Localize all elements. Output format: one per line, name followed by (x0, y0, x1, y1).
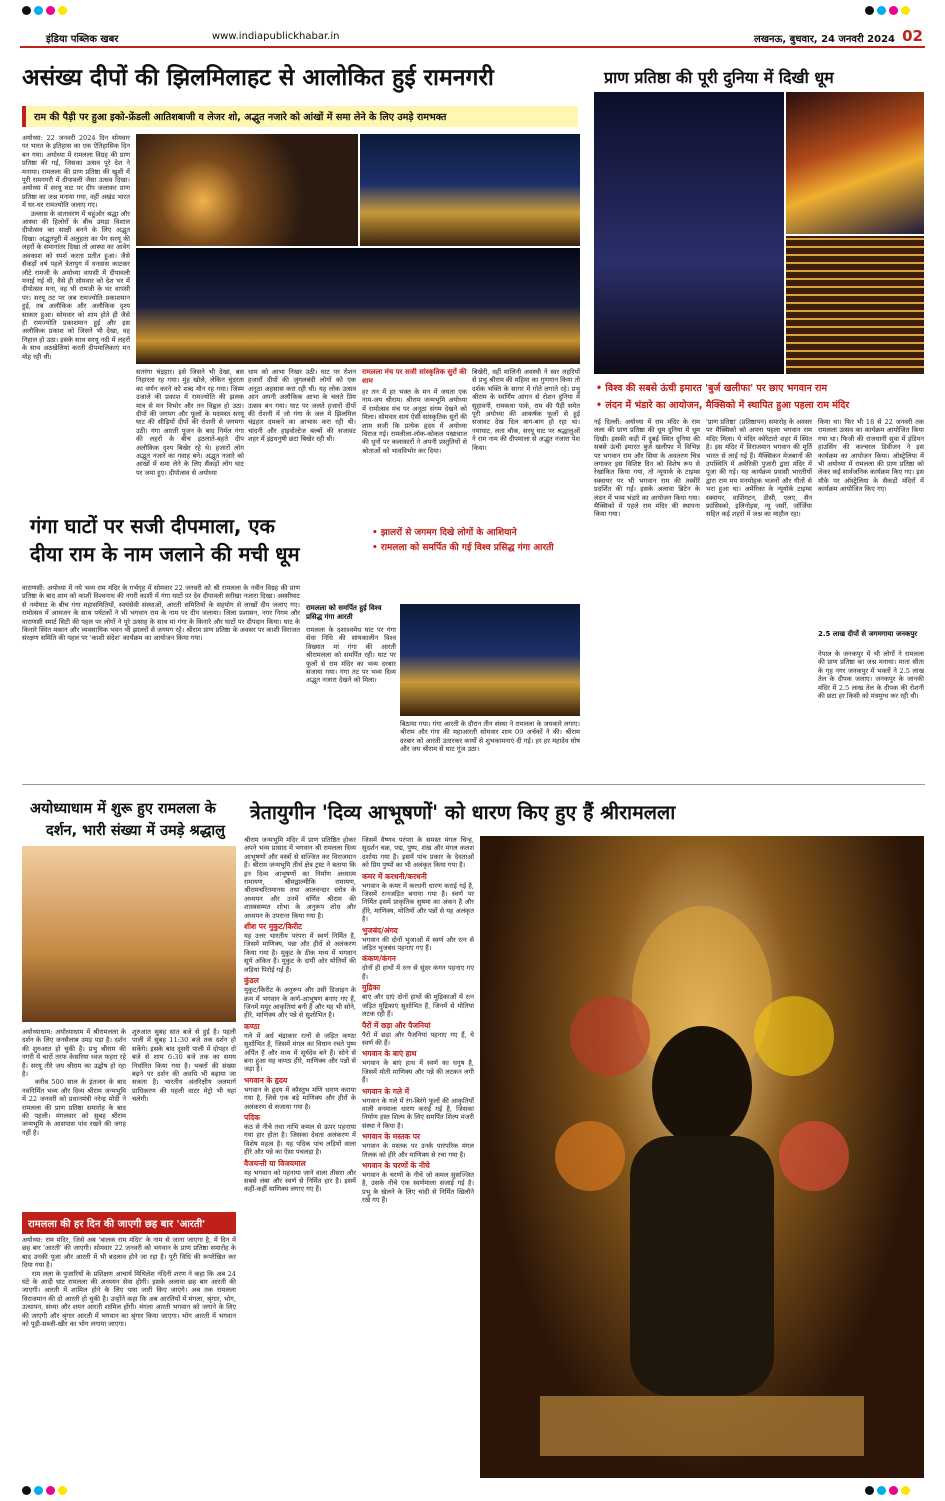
story6-sub-vaijayanti: वैजयन्ती या विजयमाल (244, 1158, 306, 1168)
story6-col2 (362, 836, 477, 1476)
story6-sub-bhujband: भुजबंद/अंगद (362, 925, 398, 935)
story6-headline: त्रेतायुगीन 'दिव्य आभूषणों' को धारण किए हुए हैं श्रीरामलला (250, 801, 676, 824)
story5-headline: रामलला की हर दिन की जाएगी छह बार 'आरती' (22, 1212, 236, 1234)
story6-sub-kardhani: कमर में करधनी/करधनी (362, 871, 427, 881)
masthead-brand: इंडिया पब्लिक खबर (46, 34, 119, 45)
story6-col2-paijaniya: पैरों में छड़ा और पैजनियां पहनाए गए हैं, ये स्वर्ण की हैं। (362, 1030, 477, 1047)
story4-headline-line2: दर्शन, भारी संख्या में उमड़े श्रद्धालु (46, 823, 225, 839)
ganga-aarti-photo (400, 604, 580, 716)
story2-col3: किया था। फिर भी 18 से 22 जनवरी तक रामलला उत्सव का कार्यक्रम आयोजित किया गया था। फिजी की राजधानी सुवा में इंडियन हाउसिंग की कल्चरल डिवीजन ने इस कार्यक्रम का आयोजन किया। ऑस्ट्रेलिया में भी अयोध्या में रामलला की प्राण प्रतिष्ठा को लेकर कई सार्वजनिक कार्यक्रम किए गए। इस मौके पर ऑस्ट्रेलिया के सैकड़ों मंदिरों में कार्यक्रम आयोजित किए गए। (818, 418, 927, 494)
story6-col1-intro: श्रीराम जन्मभूमि मंदिर में प्राण प्रतिष्ठित होकर अपने भव्य प्रासाद में भगवान श्री रामलला दिव्य आभूषणों और वस्त्रों से सज्जित कर विराजमान हैं। श्रीराम जन्मभूमि तीर्थ क्षेत्र ट्रस्ट ने बताया कि इन दिव्य आभूषणों का निर्माण अध्यात्म रामायण, श्रीमद्वाल्मीकि रामायण, श्रीरामचरितमानस तथा आलवन्दार स्तोत्र के अध्ययन और उनमें वर्णित श्रीराम की शास्त्रसम्मत शोभा के अनुरूप शोध और अध्ययन के उपरान्त किया गया है। (244, 836, 359, 920)
sarayu-laser-photo (360, 134, 580, 246)
story3-caption: रामलला को समर्पित हुई विश्व प्रसिद्ध गंगा आरती (306, 604, 382, 621)
story6-sub-kangan: कंकण/कंगन (362, 954, 396, 964)
story3-headline-line2: दीया राम के नाम जलाने की मची धूम (30, 542, 300, 566)
story1-col3: धाम को आभा निखर उठी। घाट पर रोशन हजारों दीपों की जुगलबंदी लोगों को एक अनूठा अहसास करा रही थी। यह लोक उत्सव आन अपनी अलौकिक आभा के चलते प्रिय उत्सव बन गया। घाट पर जलते हजारों दीपों की रोशनी में जो गंगा के जल में झिलमिल चंद्रहार दमकने का आभास करा रही थी। चांदनी और हाइवोल्टेज बल्बों की सजावट शहर में इंद्रधनुषी छटा बिखेर रही थी। (248, 368, 359, 444)
story6-col1-padik: कंठ से नीचे तथा नाभि कमल से ऊपर पहनाया गया हार होता है। जिसका देवता अलंकरण में विशेष महत्व है। यह पदिक पांच लड़ियों वाला हीरे और पन्ने का ऐसा पंचलड़ा है। (244, 1122, 359, 1157)
ramlalla-idol-photo (480, 836, 924, 1478)
story6-sub-kantha: कण्ठा (244, 1021, 260, 1031)
diya-grid-photo (786, 236, 924, 374)
burj-khalifa-photo (594, 92, 784, 374)
story6-col2-bhujband: भगवान की दोनों भुजाओं में स्वर्ण और रत्न से जड़ित भुजबंध पहनाए गए हैं। (362, 935, 477, 953)
story6-col1-kantha: गले में अर्ध चंद्राकार रत्नों से जड़ित कण्ठा सुशोभित है, जिसमें मंगल का विधान रचते पुष्प अर्पित हैं और मध्य में सूर्यदेव बने हैं। सोने से बना हुआ यह कण्ठा हीरे, माणिक्य और पन्नों से जड़ा है। (244, 1031, 359, 1074)
story6-col2-forehead: भगवान के मस्तक पर उनके पारंपरिक मंगल तिलक को हीरे और माणिक्य से रचा गया है। (362, 1142, 477, 1159)
story6-sub-forehead: भगवान के मस्तक पर (362, 1132, 421, 1142)
registration-dots-bottom-left (22, 1486, 67, 1495)
story6-col1-vaijayanti: यह भगवान को पहनाया जाने वाला तीसरा और सबसे लंबा और स्वर्ण से निर्मित हार है। इसमें कहीं-कहीं माणिक्य लगाए गए हैं। (244, 1168, 359, 1194)
story6-col2-mudrika: बाएं और दाएं दोनों हाथों की मुद्रिकाओं में रत्न जड़ित मुद्रिकाएं सुशोभित हैं, जिनमें से मोतियां लटक रही हैं। (362, 993, 477, 1019)
story3-caption-text: रामलला के दशाश्वमेध घाट पर गंगा सेवा निधि की सांयकालीन विश्व विख्यात मां गंगा की आरती श्रीरामलला को समर्पित रही। घाट पर फूलों से राम मंदिर का भव्य दरबार सजाया गया। गंगा तट पर भव्य दिव्य अद्भुत नजारा देखने को मिला। (306, 626, 399, 685)
story6-col2-feet: भगवान के चरणों के नीचे जो कमल सुसज्जित है, उसके नीचे एक स्वर्णमाला सजाई गई है। प्रभु के खेलने के लिए चांदी से निर्मित खिलौने रखे गए हैं। (362, 1170, 477, 1205)
story2-col3b: नेपाल के जनकपुर में भी लोगों ने रामलला की प्राण प्रतिष्ठा का जश्न मनाया। माता सीता के गृह नगर जनकपुर में भक्तों ने 2.5 लाख तेल के दीपक जलाए। जनकपुर के जानकी मंदिर में 2.5 लाख तेल के दीपक की रोशनी की छटा हर किसी को मंत्रमुग्ध कर रही थी। (818, 650, 927, 701)
story3-headline-line1: गंगा घाटों पर सजी दीपमाला, एक (30, 514, 275, 538)
story1-col4: बिखेरी, वहीं मालिनी अवस्थी ने स्वर लहरियों से प्रभु श्रीराम की महिमा का गुणगान किया तो दर्शक भक्ति के सागर में गोते लगाते रहे। प्रभु श्रीराम के स्वर्णिम आंगन से रोशन दुनिया में सुहावनी, रामकथा पार्क, राम की पैड़ी समेत पूरी अयोध्या की आकर्षक फूलों से हुई सजावट देख दिल बाग-बाग हो रहा था। नयाघाट, लता चौक, सरयू घाट पर श्रद्धालुओं ने राम नाम की दीपमाला से अद्भुत नजारा पेश किया। (472, 368, 583, 452)
story2-headline: प्राण प्रतिष्ठा की पूरी दुनिया में दिखी धूम (604, 68, 834, 87)
masthead (20, 26, 925, 48)
story6-sub-heart: भगवान के हृदय (244, 1075, 288, 1085)
story3-bullets (372, 526, 582, 556)
story6-sub-feet: भगवान के चरणों के नीचे (362, 1160, 430, 1170)
story6-col1 (244, 836, 359, 1476)
story3-body: वाराणसी: अयोध्या में नये भव्य राम मंदिर के गर्भगृह में सोमवार 22 जनवरी को श्री रामलला के नवीन विग्रह की प्राण प्रतिष्ठा के बाद शाम को काशी विश्वनाथ की नगरी काशी में गंगा घाटों पर देव दीपावली सरीखा नजारा दिखा। अस्सीघाट से नमोघाट के बीच गंगा महासमितियों, स्वयंसेवी संस्थाओं, आरती समितियों के सहयोग से लाखों दीप जलाए गए। रामोत्सव में आमजन के साथ पर्यटकों ने भी भगवान राम के नाम पर दीप जलाया। जिला प्रशासन, नगर निगम और वाराणसी स्मार्ट सिटी की पहल पर लोगों ने पूरे उत्साह के साथ मां गंगा के किनारे और घाटों पर दीपदान किया। घाट के किनारे स्थित मकान और व्यवसायिक भवन भी झालरों से जगमग रहे। श्रीराम प्राण प्रतिष्ठा के अवसर पर काशी विराजत संरक्षण समिति की पहल पर 'काशी संदेश' कार्यक्रम का आयोजन किया गया। (22, 584, 303, 643)
story3-bullet-1: • झालरों से जगमग दिखे लोगों के आशियाने (372, 528, 517, 538)
story3-col3: बिठाया गया। गंगा आरती के दौरान तीन संस्था ने रामलला के जयकारे लगाए। श्रीराम और गंगा की महाआरती सोमवार शाम 09 अर्चकों ने की। श्रीराम दरबार को आरती उतारकर कार्यों से शुभकामनाएं दी गई। हर हर महादेव घोष और जय श्रीराम से घाट गूंज उठा। (400, 720, 583, 754)
story5-body: अयोध्या: राम मंदिर, जिसे अब 'बालक राम मंदिर' के नाम से जाना जाएगा है, में दिन में छह बार 'आरती' की जाएगी। सोमवार 22 जनवरी को भगवान के प्राण प्रतिष्ठा समारोह के बाद उनकी पूजा और आरती में भी बदलाव होने जा रहा है। पूरी विधि की रूपरेखित कर दिया गया है। राम लला के पुजारियों के प्रशिक्षण आचार्य मिथिलेश नंदिनी शरण ने कहा कि अब 24 घंटे के आदी घाट रामलला की अध्ययन सेवा होगी। इसके अलावा छह बार आरती की जाएगी। आरती में शामिल होने के लिए पास जारी किए जाएंगे। अब तक रामलला विराजमान की दो आरती हो चुकी है। उन्होंने कहा कि अब आरतियों में मंगला, श्रृंगार, भोग, उत्थापन, संध्या और शयन आरती शामिल होंगी। मंगला आरती भगवान को जगाने के लिए की जाएगी और श्रृंगार आरती में भगवान का श्रृंगार किया जाएगा। भोग आरती में भगवान को पूड़ी-सब्जी-खीर का भोग लगाया जाएगा। (22, 1236, 236, 1329)
story2-col2: 'प्राण प्रतिष्ठा' (प्रतिष्ठापन) समारोह के अवसर पर मैक्सिको को अपना पहला भगवान राम मंदिर मिला। ये मंदिर क्वेरेटारो शहर में स्थित है। इस मंदिर में विराजमान भगवान की मूर्ति भारत से लाई गई हैं। मैक्सिकन मेजबानों की उपस्थिति में अमेरिकी पुजारी द्वारा मंदिर में पूजा की गई। यह कार्यक्रम प्रवासी भारतीयों द्वारा राम मय मनमोहक भजनों और गीतों से भरा हुआ था। अमेरिका के न्यूयॉर्क टाइम्स स्क्वायर, वाशिंगटन, डीसी, एलए, सैन फ्रांसिस्को, इलिनोइस, न्यू जर्सी, जॉर्जिया सहित कई शहरों में जश्न का माहौल रहा। (706, 418, 815, 519)
story6-sub-padik: पदिक (244, 1112, 260, 1122)
masthead-url[interactable]: www.indiapublickhabar.in (212, 31, 340, 42)
story6-col1-heart: भगवान के हृदय में कौस्तुभ मणि धारण कराया गया है, जिसे एक बड़े माणिक्य और हीरों के अलंकरण से सजाया गया है। (244, 1085, 359, 1111)
story1-caption-text: हर तन में हर भक्त के मन में जयता एक नाम-जय श्रीराम। श्रीराम जन्मभूमि अयोध्या में रामोत्सव मंच पर अनूठा संगम देखने को मिला। सोमवार सायं ऐसी सांस्कृतिक सुरों की शाम सजी कि प्रत्येक हृदय में अयोध्या विराज गई। रामलीला-लोक-कोकल पखावाज की धुनों पर कलाकारों ने अपनी प्रस्तुतियों से श्रोताओं को भावविभोर कर दिया। (362, 388, 470, 455)
times-square-photo (786, 92, 924, 234)
story6-col2-neck: भगवान के गले में रंग-बिरंगे फूलों की आकृतियों वाली वनमाला धारण कराई गई है, जिसका निर्माण हस्त शिल्प के लिए समर्पित शिल्प मंजरी संस्था ने किया है। (362, 1096, 477, 1130)
story6-col2-kardhani: भगवान के कमर में करधनी धारण कराई गई है, जिसमें रत्नजड़ित बनाया गया है। स्वर्ण पर निर्मित इसमें प्राकृतिक सुषमा का अंकन है और हीरे, माणिक्य, मोतियों और पन्नों से यह अलंकृत है। (362, 881, 477, 924)
story6-col2-kangan: दोनों ही हाथों में रत्न से सुंदर कंगन पहनाए गए हैं। (362, 964, 477, 981)
story6-sub-mudrika: मुद्रिका (362, 983, 381, 993)
story6-sub-neck: भगवान के गले में (362, 1086, 410, 1096)
masthead-date: लखनऊ, बुधवार, 24 जनवरी 2024 (754, 34, 895, 45)
story2-bullet-2: • लंदन में भंडारे का आयोजन, मैक्सिको में स्थापित हुआ पहला राम मंदिर (596, 400, 850, 411)
story4-headline-line1: अयोध्याधाम में शुरू हुए रामलला के (30, 801, 216, 817)
story4-col2: शुरुआत सुबह सात बजे से हुई है। पहली पाली में सुबह 11:30 बजे तक दर्शन हो सकेंगे। इसके बाद दूसरी पाली में दोपहर दो बजे से शाम 6:30 बजे तक का समय निर्धारित किया गया है। भक्तों की संख्या बढ़ने पर दर्शन की अवधि भी बढ़ाया जा सकता है। भारतीय अंतरिक्षीय जलमार्ग प्राधिकरण की पहली वाटर मेट्रो भी यहां चलेगी। (132, 1028, 239, 1104)
registration-dots-bottom-right (865, 1486, 910, 1495)
story6-col1-crown: यह उत्तर भारतीय परंपरा में स्वर्ण निर्मित है, जिसमें माणिक्य, पन्ना और हीरों से अलंकरण किया गया है। मुकुट के ठीक मध्य में भगवान सूर्य अंकित हैं। मुकुट के दायीं ओर मोतियों की लड़ियां पिरोई गई हैं। (244, 932, 359, 974)
registration-dots-top-left (22, 6, 67, 15)
story6-col2-intro: जिसमें वैष्णव परंपरा के समस्त मंगल चिन्ह, सुदर्शन चक्र, पद्म, पुष्प, शंख और मंगल कलश दर्शाया गया है। इसमें पांच प्रकार के देवताओं को प्रिय पुष्पों का भी अलंकृत किया गया है। (362, 836, 477, 870)
story1-headline: असंख्य दीपों की झिलमिलाहट से आलोकित हुई रामनगरी (22, 65, 494, 91)
story6-sub-paijaniya: पैरों में छड़ा और पैजनियां (362, 1020, 431, 1030)
story2-subhead: 2.5 लाख दीपों से जगमगाया जनकपुर (818, 630, 918, 638)
story1-subhead: राम की पैड़ी पर हुआ इको-फ्रेंडली आतिशबाजी व लेजर शो, अद्भुत नजारे को आंखों में समा लेने के लिए उमड़े रामभक्त (22, 106, 578, 127)
story6-col1-kundal: मुकुट/किरीट के अनुरूप और उसी डिजाइन के क्रम में भगवान के कर्ण-आभूषण बनाए गए हैं, जिनमें मयूर आकृतियां बनी हैं और यह भी सोने, हीरे, माणिक्य और पन्ने से सुशोभित है। (244, 986, 359, 1020)
registration-dots-top-right (865, 6, 910, 15)
story6-sub-kundal: कुंडल (244, 976, 259, 986)
ghat-night-photo (136, 248, 580, 364)
idol-illustration (480, 836, 924, 1478)
story2-col1: नई दिल्ली: अयोध्या में राम मंदिर के राम लला की प्राण प्रतिष्ठा की धूम दुनिया में धूम दिखी। इसकी कड़ी में दुबई स्थित दुनिया की सबसे ऊंची इमारत बुर्ज खलीफा में विभिन्न पर भगवान राम और सिया के अवतरण चित्र लगाकर इस विशिष्ट दिन को विशेष रूप से रेखांकित किया गया, तो न्यूयार्क के टाइम्स स्क्वायर पर भी भगवान राम की तस्वीरें प्रदर्शित की गईं। इसके अलावा ब्रिटेन के लंदन में भव्य भंडारे का आयोजन किया गया। मैक्सिको में पहले राम मंदिर की स्थापना किया गया। (594, 418, 703, 519)
story6-col2-left-hand: भगवान के बाएं हाथ में स्वर्ण का धनुष है, जिसमें मोती माणिक्य और पन्ने की लटकन लगी हैं। (362, 1059, 477, 1085)
diya-photo (136, 134, 358, 246)
pilgrims-photo (22, 846, 236, 1022)
page-number: 02 (902, 27, 923, 45)
story2-bullets (596, 380, 926, 414)
story2-bullet-1: • विश्व की सबसे ऊंची इमारत 'बुर्ज खलीफा' पर छाए भगवान राम (596, 383, 828, 394)
story3-bullet-2: • रामलला को समर्पित की गई विश्व प्रसिद्ध गंगा आरती (372, 543, 554, 553)
story6-sub-crown: शीश पर मुकुट/किरीट (244, 922, 302, 932)
story1-col2: सतरंगा चंद्रहार। इसे जिसने भी देखा, बस निहारता रह गया। मुंह खोले, लेकिन चुंदरता का वर्णन करने को शब्द मौन रह गया। जिस्म उजाले की प्रकाश में रामज्योति की झलक मात्र से मन विभोर और तन विह्वल हो उठा। दीपों की जगमग और फूलों के मदमस्त सरयू घाट की सीढ़ियों दीपों की रोशनी से जगमगा उठी। गंगा आरती पूजन के बाद निर्मल गंगा की लहरों के बीच इठलाते-बहते दीप अलौकिक दृश्य बिखेर रहे थे। हजारों लोग अद्भुत नजारे का गवाह बने। अद्भुत नजारे को आंखों में समा लेने के लिए सैंकड़ों लोग घाट पर जमा हुए। दीपोत्सव से अयोध्या (136, 368, 247, 477)
story1-col1: अयोध्या: 22 जनवरी 2024 दिन सोमवार पर भारत के इतिहास का एक ऐतिहासिक दिन बन गया। अयोध्या में रामलला विग्रह की प्राण प्रतिष्ठा की गई, जिसका उत्सव पूरे देश ने मनाया। रामलला की प्राण प्रतिष्ठा की खुशी में पूरी रामनगरी में दीपावली जैसा उत्सव दिखा। अयोध्या में सरयू घाट पर दीप जलाकर प्राण प्रतिष्ठा का जश्न मनाया गया, वहीं अखंड भारत में घर-घर रामज्योति जलाए गए। उल्लास के वातावरण में चहुंओर श्रद्धा और आस्था की हिलोरों के बीच उमड़ा विशाल दीपोत्सव का साक्षी बनने के लिए अद्भुत दिखा। अद्भुतपुरी में अलुहता का पेग सरयू की लहरों के समानांतर दिखा तो आस्था का आवेग अवकाश को स्पर्श करता प्रतीत हुआ। जैसे सैंकड़ों वर्ष पहले त्रेतायुग में वनवास काटकर लौटे रामजी के अयोध्या वापसी में दीपावली मनाई गई थी, वैसे ही सोमवार को देश भर में दीपोत्सव मना, वह भी रामजी के घर वापसी पर। सरयू तट पर जब रामज्योति प्रकाशमान हुई, तब अलौकिक और अलौकिक दृश्य साकार हुआ। सोमवार को शाम होते ही जैसे ही रामज्योति प्रकाशमान हुई और इस अलौकिक प्रकाश को जिसने भी देखा, वह निहाल हो उठा। इसके साथ सरयू नदी में लहरों के साथ अठखेलियां करती दीपमालिकाएं मन मोह रही थीं। (22, 134, 130, 361)
story1-caption: रामलला मंच पर सजी सांस्कृतिक सुरों की शाम (362, 368, 467, 385)
story4-col1: अयोध्याधाम: अयोध्याधाम में श्रीरामलला के दर्शन के लिए जनसैलाब उमड़ पड़ा है। दर्शन की शुरुआत हो चुकी है। प्रभु श्रीराम की नगरी में चारों तरफ केसरिया ध्वज फहरा रहे हैं। सरयू तीरे जय श्रीराम का उद्घोष हो रहा है। करीब 500 साल के इंतजार के बाद नवनिर्मित भव्य और दिव्य श्रीराम जन्मभूमि में 22 जनवरी को प्रधानमंत्री नरेन्द्र मोदी ने रामलला की प्राण प्रतिष्ठा समारोह के बाद की पहली। मंगलवार को सुबह श्रीराम जन्मभूमि के आसपास पांव रखने की जगह नहीं है। (22, 1028, 126, 1137)
story6-sub-left-hand: भगवान के बाएं हाथ (362, 1049, 417, 1059)
